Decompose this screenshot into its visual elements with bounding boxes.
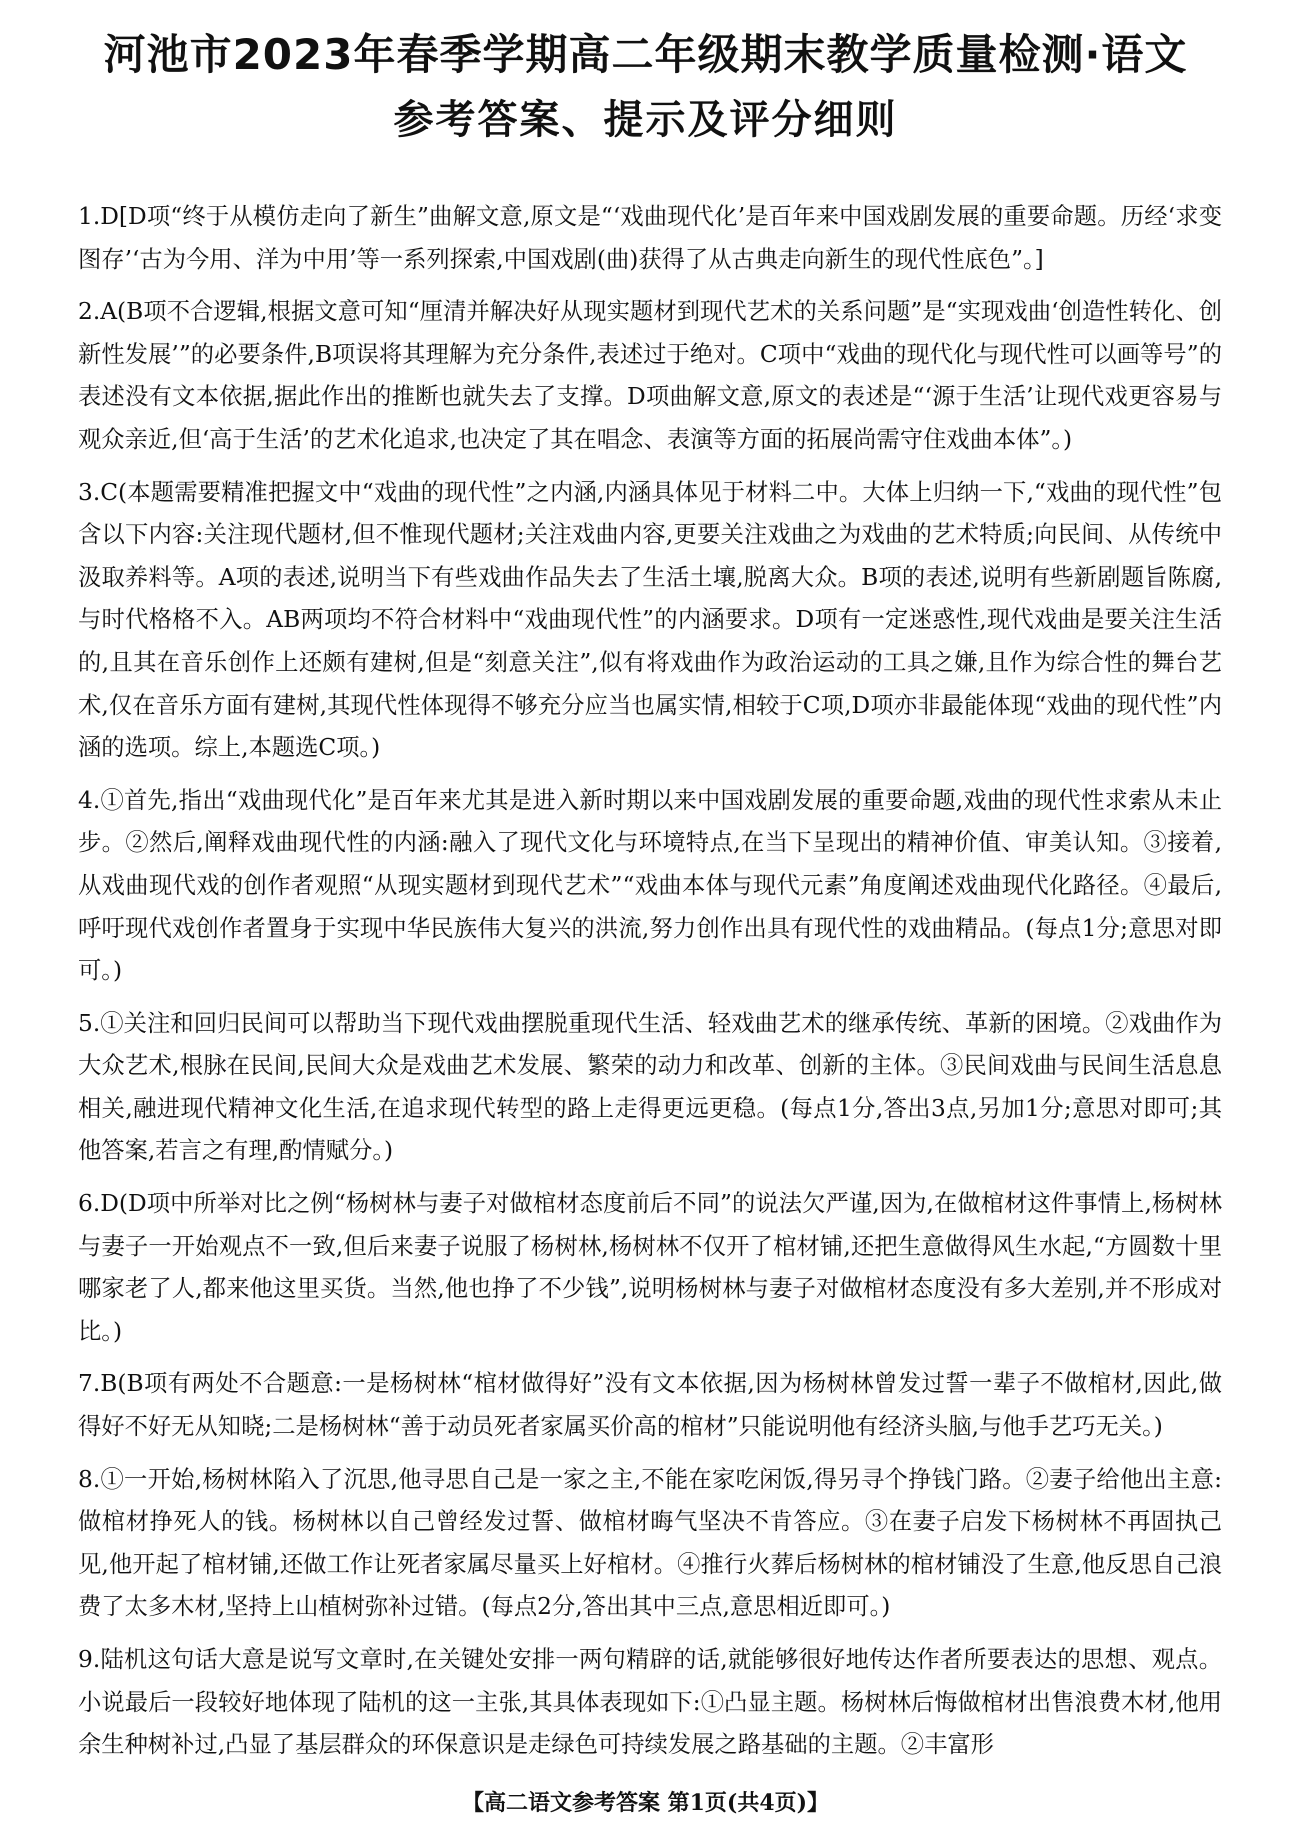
- answer-item-4: [78, 780, 1222, 993]
- item-text: 陆机这句话大意是说写文章时,在关键处安排一两句精辟的话,就能够很好地传达作者所要表达的思想、观点。小说最后一段较好地体现了陆机的这一主张,其具体表现如下:①凸显主题。杨树林后悔做棺材出售浪费木材,他用余生种树补过,凸显了基层群众的环保意识是走绿色可持续发展之路基础的主题。②丰富形: [78, 1646, 1222, 1759]
- item-text: B(B项有两处不合题意:一是杨树林“棺材做得好”没有文本依据,因为杨树林曾发过誓一辈子不做棺材,因此,做得好不好无从知晓;二是杨树林“善于动员死者家属买价高的棺材”只能说明他有经济头脑,与他手艺巧无关。): [78, 1370, 1222, 1441]
- page-footer: 【高二语文参考答案 第1页(共4页)】: [461, 1790, 830, 1816]
- answer-item-3: [78, 472, 1222, 770]
- answer-item-9: [78, 1639, 1222, 1767]
- item-text: ①首先,指出“戏曲现代化”是百年来尤其是进入新时期以来中国戏剧发展的重要命题,戏曲的现代性求索从未止步。②然后,阐释戏曲现代性的内涵:融入了现代文化与环境特点,在当下呈现出的精神价值、审美认知。③接着,从戏曲现代戏的创作者观照“从现实题材到现代艺术”“戏曲本体与现代元素”角度阐述戏曲现代化路径。④最后,呼吁现代戏创作者置身于实现中华民族伟大复兴的洪流,努力创作出具有现代性的戏曲精品。(每点1分;意思对即可。): [78, 786, 1222, 985]
- item-number: 4.: [78, 786, 101, 814]
- item-text: D(D项中所举对比之例“杨树林与妻子对做棺材态度前后不同”的说法欠严谨,因为,在做棺材这件事情上,杨树林与妻子一开始观点不一致,但后来妻子说服了杨树林,杨树林不仅开了棺材铺,还把生意做得风生水起,“方圆数十里哪家老了人,都来他这里买货。当然,他也挣了不少钱”,说明杨树林与妻子对做棺材态度没有多大差别,并不形成对比。): [78, 1190, 1222, 1345]
- answer-item-8: [78, 1459, 1222, 1629]
- item-number: 6.: [78, 1190, 101, 1218]
- item-text: ①关注和回归民间可以帮助当下现代戏曲摆脱重现代生活、轻戏曲艺术的继承传统、革新的困境。②戏曲作为大众艺术,根脉在民间,民间大众是戏曲艺术发展、繁荣的动力和改革、创新的主体。③民间戏曲与民间生活息息相关,融进现代精神文化生活,在追求现代转型的路上走得更远更稳。(每点1分,答出3点,另加1分;意思对即可;其他答案,若言之有理,酌情赋分。): [78, 1009, 1222, 1165]
- answer-item-6: [78, 1183, 1222, 1353]
- item-text: D[D项“终于从模仿走向了新生”曲解文意,原文是“‘戏曲现代化’是百年来中国戏剧发展的重要命题。历经‘求变图存’‘古为今用、洋为中用’等一系列探索,中国戏剧(曲)获得了从古典走向新生的现代性底色”。]: [78, 203, 1222, 273]
- answer-list: [78, 196, 1222, 1777]
- item-text: ①一开始,杨树林陷入了沉思,他寻思自己是一家之主,不能在家吃闲饭,得另寻个挣钱门路。②妻子给他出主意:做棺材挣死人的钱。杨树林以自己曾经发过誓、做棺材晦气坚决不肯答应。③在妻子启发下杨树林不再固执己见,他开起了棺材铺,还做工作让死者家属尽量买上好棺材。④推行火葬后杨树林的棺材铺没了生意,他反思自己浪费了太多木材,坚持上山植树弥补过错。(每点2分,答出其中三点,意思相近即可。): [78, 1465, 1222, 1621]
- item-text: C(本题需要精准把握文中“戏曲的现代性”之内涵,内涵具体见于材料二中。大体上归纳一下,“戏曲的现代性”包含以下内容:关注现代题材,但不惟现代题材;关注戏曲内容,更要关注戏曲之为戏曲的艺术特质;向民间、从传统中汲取养料等。A项的表述,说明当下有些戏曲作品失去了生活土壤,脱离大众。B项的表述,说明有些新剧题旨陈腐,与时代格格不入。AB两项均不符合材料中“戏曲现代性”的内涵要求。D项有一定迷惑性,现代戏曲是要关注生活的,且其在音乐创作上还颇有建树,但是“刻意关注”,似有将戏曲作为政治运动的工具之嫌,且作为综合性的舞台艺术,仅在音乐方面有建树,其现代性体现得不够充分应当也属实情,相较于C项,D项亦非最能体现“戏曲的现代性”内涵的选项。综上,本题选C项。): [78, 478, 1222, 762]
- document-subtitle: 参考答案、提示及评分细则: [393, 97, 898, 143]
- document-title: 河池市2023年春季学期高二年级期末教学质量检测·语文: [103, 30, 1188, 79]
- item-number: 9.: [78, 1646, 101, 1673]
- item-number: 7.: [78, 1370, 101, 1398]
- item-number: 3.: [78, 478, 101, 506]
- answer-item-2: [78, 291, 1222, 461]
- item-number: 5.: [78, 1009, 101, 1037]
- item-number: 1.: [78, 203, 101, 230]
- item-number: 2.: [78, 298, 101, 326]
- answer-item-1: [78, 196, 1222, 281]
- answer-item-5: [78, 1003, 1222, 1173]
- answer-item-7: [78, 1363, 1222, 1448]
- item-text: A(B项不合逻辑,根据文意可知“厘清并解决好从现实题材到现代艺术的关系问题”是“实现戏曲‘创造性转化、创新性发展’”的必要条件,B项误将其理解为充分条件,表述过于绝对。C项中“戏曲的现代化与现代性可以画等号”的表述没有文本依据,据此作出的推断也就失去了支撑。D项曲解文意,原文的表述是“‘源于生活’让现代戏更容易与观众亲近,但‘高于生活’的艺术化追求,也决定了其在唱念、表演等方面的拓展尚需守住戏曲本体”。): [78, 298, 1222, 453]
- item-number: 8.: [78, 1465, 101, 1493]
